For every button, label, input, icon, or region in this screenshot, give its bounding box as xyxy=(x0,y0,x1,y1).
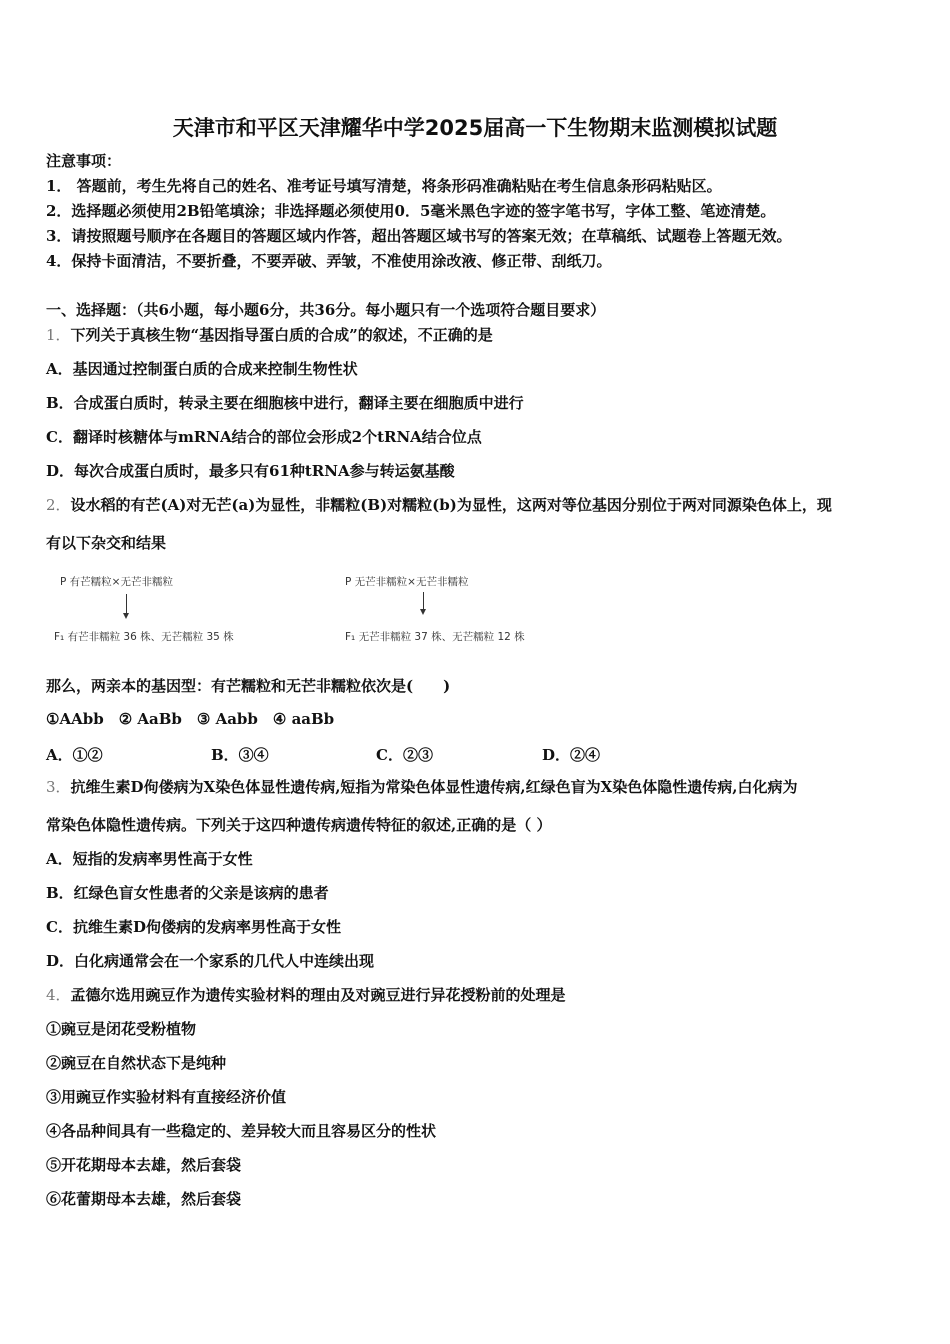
option-a: A．基因通过控制蛋白质的合成来控制生物性状 xyxy=(46,360,358,378)
option-d: D．白化病通常会在一个家系的几代人中连续出现 xyxy=(46,952,375,970)
question-4 xyxy=(46,985,566,1005)
genotype-list: ①AAbb ② AaBb ③ Aabb ④ aaBb xyxy=(46,710,335,728)
notice-item: 4．保持卡面清洁，不要折叠，不要弄破、弄皱，不准使用涂改液、修正带、刮纸刀。 xyxy=(46,252,612,270)
question-number: 2． xyxy=(46,496,71,514)
option-c: C．抗维生素D佝偻病的发病率男性高于女性 xyxy=(46,918,341,936)
list-item: ⑥花蕾期母本去雄，然后套袋 xyxy=(46,1190,242,1208)
choice-a: A．①② xyxy=(46,746,103,764)
notice-item: 3．请按照题号顺序在各题目的答题区域内作答，超出答题区域书写的答案无效；在草稿纸、试题卷上答题无效。 xyxy=(46,227,792,245)
option-d: D．每次合成蛋白质时，最多只有61种tRNA参与转运氨基酸 xyxy=(46,462,455,480)
choice-c: C．②③ xyxy=(376,746,433,764)
question-stem: 下列关于真核生物“基因指导蛋白质的合成”的叙述，不正确的是 xyxy=(70,326,493,344)
option-a: A．短指的发病率男性高于女性 xyxy=(46,850,253,868)
section-heading: 一、选择题：（共6小题，每小题6分，共36分。每小题只有一个选项符合题目要求） xyxy=(46,301,606,319)
question-2 xyxy=(46,495,832,515)
question-stem-continued: 常染色体隐性遗传病。下列关于这四种遗传病遗传特征的叙述,正确的是（ ） xyxy=(46,816,552,834)
cross-parents: P 有芒糯粒×无芒非糯粒 xyxy=(60,576,173,588)
option-c: C．翻译时核糖体与mRNA结合的部位会形成2个tRNA结合位点 xyxy=(46,428,482,446)
cross-diagram-2 xyxy=(345,574,595,654)
question-stem: 抗维生素D佝偻病为X染色体显性遗传病,短指为常染色体显性遗传病,红绿色盲为X染色体隐性遗传病,白化病为 xyxy=(70,778,798,796)
option-b: B．合成蛋白质时，转录主要在细胞核中进行，翻译主要在细胞质中进行 xyxy=(46,394,524,412)
down-arrow-icon xyxy=(126,594,127,614)
notice-item: 1． 答题前，考生先将自己的姓名、准考证号填写清楚，将条形码准确粘贴在考生信息条形码粘贴区。 xyxy=(46,177,722,195)
cross-diagram-1 xyxy=(54,574,310,654)
cross-parents: P 无芒非糯粒×无芒非糯粒 xyxy=(345,576,469,588)
question-stem: 设水稻的有芒(A)对无芒(a)为显性，非糯粒(B)对糯粒(b)为显性，这两对等位基因分别位于两对同源染色体上，现 xyxy=(70,496,832,514)
question-1 xyxy=(46,325,493,345)
question-prompt: 那么，两亲本的基因型：有芒糯粒和无芒非糯粒依次是( ) xyxy=(46,677,451,695)
list-item: ⑤开花期母本去雄，然后套袋 xyxy=(46,1156,242,1174)
list-item: ②豌豆在自然状态下是纯种 xyxy=(46,1054,227,1072)
list-item: ③用豌豆作实验材料有直接经济价值 xyxy=(46,1088,287,1106)
notice-item: 2．选择题必须使用2B铅笔填涂；非选择题必须使用0．5毫米黑色字迹的签字笔书写，字体工整、笔迹清楚。 xyxy=(46,202,776,220)
list-item: ④各品种间具有一些稳定的、差异较大而且容易区分的性状 xyxy=(46,1122,437,1140)
cross-offspring: F₁ 有芒非糯粒 36 株、无芒糯粒 35 株 xyxy=(54,631,234,643)
choice-b: B．③④ xyxy=(211,746,269,764)
question-stem: 孟德尔选用豌豆作为遗传实验材料的理由及对豌豆进行异花授粉前的处理是 xyxy=(70,986,566,1004)
down-arrow-icon xyxy=(423,592,424,610)
question-number: 3． xyxy=(46,778,71,796)
notice-heading: 注意事项： xyxy=(46,152,122,170)
question-stem-continued: 有以下杂交和结果 xyxy=(46,534,167,552)
option-b: B．红绿色盲女性患者的父亲是该病的患者 xyxy=(46,884,329,902)
question-number: 4． xyxy=(46,986,71,1004)
page-title: 天津市和平区天津耀华中学2025届高一下生物期末监测模拟试题 xyxy=(172,116,778,140)
list-item: ①豌豆是闭花受粉植物 xyxy=(46,1020,197,1038)
question-number: 1． xyxy=(46,326,71,344)
question-3 xyxy=(46,777,798,797)
choice-d: D．②④ xyxy=(542,746,601,764)
cross-offspring: F₁ 无芒非糯粒 37 株、无芒糯粒 12 株 xyxy=(345,631,525,643)
